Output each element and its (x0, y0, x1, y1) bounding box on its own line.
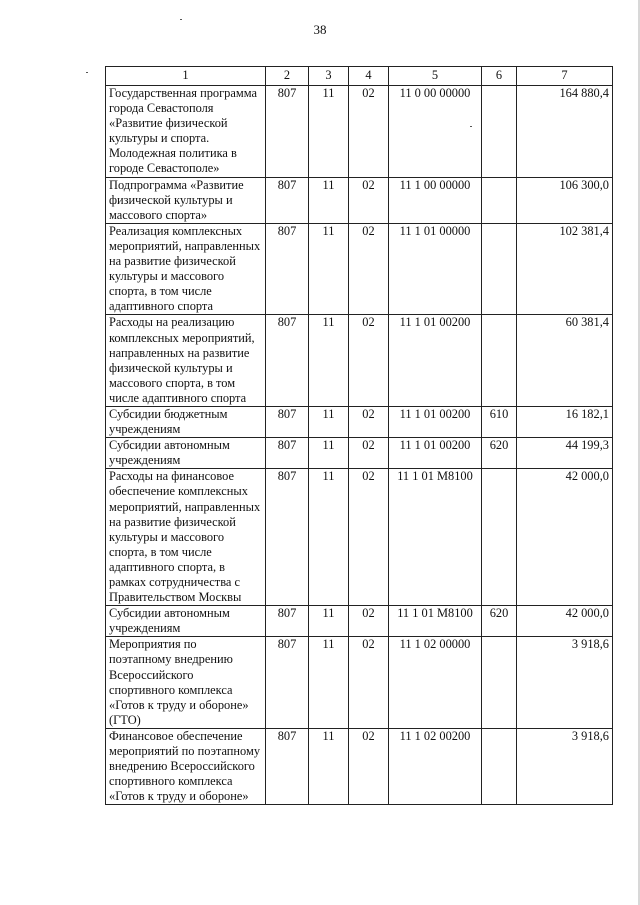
subsection-code: 02 (349, 637, 389, 729)
item-name: Финансовое обеспечение мероприятий по поэтапному внедрению Всероссийского спортивного комплекса «Готов к труду и обороне» (106, 728, 266, 804)
subsection-code: 02 (349, 177, 389, 223)
subsection-code: 02 (349, 223, 389, 315)
target-code: 11 1 02 00200 (389, 728, 482, 804)
expense-type-code: 610 (482, 406, 517, 437)
expense-type-code (482, 86, 517, 178)
target-code: 11 1 01 00200 (389, 315, 482, 407)
col-header-6: 6 (482, 67, 517, 86)
target-code: 11 0 00 00000 (389, 86, 482, 178)
col-header-4: 4 (349, 67, 389, 86)
section-code: 11 (309, 606, 349, 637)
item-name: Подпрограмма «Развитие физической культуры и массового спорта» (106, 177, 266, 223)
amount: 3 918,6 (517, 637, 613, 729)
table-row (106, 637, 613, 729)
expense-type-code: 620 (482, 438, 517, 469)
admin-code: 807 (266, 315, 309, 407)
col-header-5: 5 (389, 67, 482, 86)
expense-type-code: 620 (482, 606, 517, 637)
table-row (106, 177, 613, 223)
expense-type-code (482, 223, 517, 315)
expense-type-code (482, 728, 517, 804)
admin-code: 807 (266, 469, 309, 606)
table-row (106, 438, 613, 469)
subsection-code: 02 (349, 315, 389, 407)
subsection-code: 02 (349, 606, 389, 637)
table-row (106, 606, 613, 637)
amount: 60 381,4 (517, 315, 613, 407)
target-code: 11 1 01 M8100 (389, 606, 482, 637)
section-code: 11 (309, 177, 349, 223)
item-name: Государственная программа города Севастополя «Развитие физической культуры и спорта. Молодежная политика в городе Севастополе» (106, 86, 266, 178)
expense-type-code (482, 177, 517, 223)
target-code: 11 1 01 00200 (389, 406, 482, 437)
table-row (106, 469, 613, 606)
section-code: 11 (309, 315, 349, 407)
page-number: 38 (313, 22, 327, 37)
admin-code: 807 (266, 406, 309, 437)
expense-type-code (482, 469, 517, 606)
section-code: 11 (309, 86, 349, 178)
item-name: Расходы на реализацию комплексных мероприятий, направленных на развитие физической культуры и массового спорта, в том числе адаптивного спорта (106, 315, 266, 407)
target-code: 11 1 01 M8100 (389, 469, 482, 606)
col-header-1: 1 (106, 67, 266, 86)
admin-code: 807 (266, 438, 309, 469)
expense-type-code (482, 315, 517, 407)
amount: 3 918,6 (517, 728, 613, 804)
section-code: 11 (309, 728, 349, 804)
target-code: 11 1 00 00000 (389, 177, 482, 223)
header-row (106, 67, 613, 86)
table-row (106, 86, 613, 178)
item-name: Реализация комплексных мероприятий, направленных на развитие физической культуры и массового спорта, в том числе адаптивного спорта (106, 223, 266, 315)
table-row (106, 315, 613, 407)
scan-speck (180, 19, 182, 20)
amount: 164 880,4 (517, 86, 613, 178)
amount: 102 381,4 (517, 223, 613, 315)
col-header-7: 7 (517, 67, 613, 86)
subsection-code: 02 (349, 86, 389, 178)
item-name: Субсидии автономным учреждениям (106, 606, 266, 637)
table-row (106, 728, 613, 804)
scan-speck (86, 72, 88, 73)
section-code: 11 (309, 469, 349, 606)
budget-table (105, 66, 613, 805)
section-code: 11 (309, 406, 349, 437)
target-code: 11 1 01 00200 (389, 438, 482, 469)
admin-code: 807 (266, 637, 309, 729)
target-code: 11 1 02 00000 (389, 637, 482, 729)
amount: 106 300,0 (517, 177, 613, 223)
admin-code: 807 (266, 223, 309, 315)
subsection-code: 02 (349, 406, 389, 437)
section-code: 11 (309, 438, 349, 469)
table-row (106, 406, 613, 437)
admin-code: 807 (266, 86, 309, 178)
admin-code: 807 (266, 728, 309, 804)
section-code: 11 (309, 223, 349, 315)
admin-code: 807 (266, 177, 309, 223)
item-name: Субсидии бюджетным учреждениям (106, 406, 266, 437)
amount: 42 000,0 (517, 469, 613, 606)
item-name: Расходы на финансовое обеспечение комплексных мероприятий, направленных на развитие физической культуры и массового спорта, в том числе адаптивного спорта, в рамках сотрудничества с Правительством Москвы (106, 469, 266, 606)
subsection-code: 02 (349, 728, 389, 804)
target-code: 11 1 01 00000 (389, 223, 482, 315)
amount: 42 000,0 (517, 606, 613, 637)
table-row (106, 223, 613, 315)
subsection-code: 02 (349, 438, 389, 469)
admin-code: 807 (266, 606, 309, 637)
col-header-2: 2 (266, 67, 309, 86)
item-name: Мероприятия по поэтапному внедрению Всероссийского спортивного комплекса «Готов к труду и обороне» (ГТО) (106, 637, 266, 729)
subsection-code: 02 (349, 469, 389, 606)
section-code: 11 (309, 637, 349, 729)
col-header-3: 3 (309, 67, 349, 86)
expense-type-code (482, 637, 517, 729)
amount: 16 182,1 (517, 406, 613, 437)
amount: 44 199,3 (517, 438, 613, 469)
item-name: Субсидии автономным учреждениям (106, 438, 266, 469)
